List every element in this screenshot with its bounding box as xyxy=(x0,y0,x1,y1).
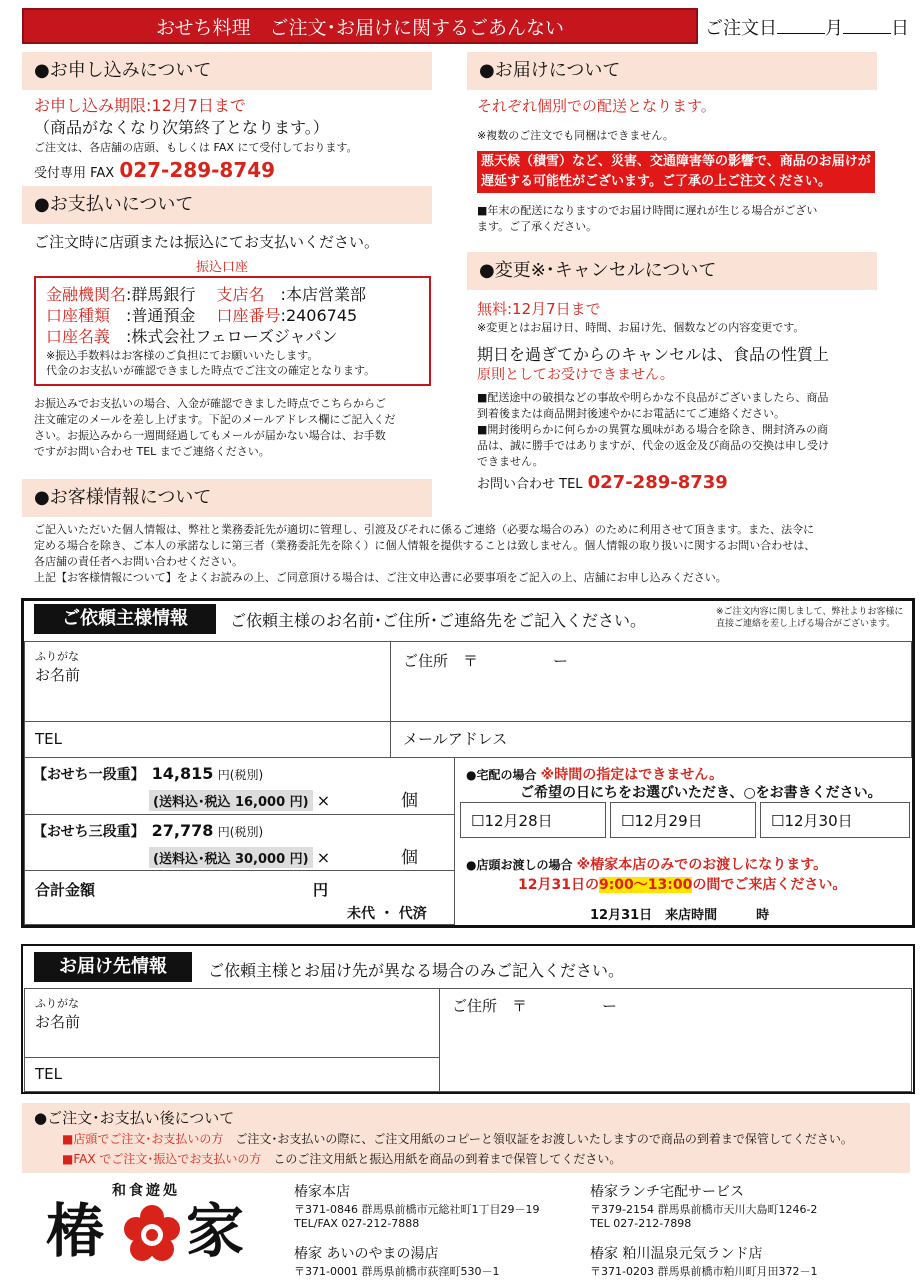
recipient-name-field[interactable]: ふりがな お名前 xyxy=(24,988,440,1058)
delivery-warning: 悪天候（積雪）など、災害、交通障害等の影響で、商品のお届けが 遅延する可能性がございます。ご了承の上ご注文ください。 xyxy=(477,151,875,193)
requester-side-note: ※ご注文内容に関しまして、弊社よりお客様に 直接ご連絡を差し上げる場合がございます。 xyxy=(716,607,904,629)
product-row[interactable]: 【おせち三段重】 27,778 円(税別) (送料込･税込 30,000 円) × 個 xyxy=(24,814,455,871)
requester-instruction: ご依頼主様のお名前･ご住所･ご連絡先をご記入ください。 xyxy=(230,611,647,630)
payment-heading: ●お支払いについて xyxy=(22,186,432,224)
recipient-tel-field[interactable]: TEL xyxy=(24,1057,440,1092)
cancel-tel: お問い合わせ TEL 027-289-8739 xyxy=(477,472,728,493)
sold-out-note: （商品がなくなり次第終了となります。） xyxy=(34,118,329,137)
camellia-icon xyxy=(122,1204,182,1264)
product-row[interactable]: 【おせち一段重】 14,815 円(税別) (送料込･税込 16,000 円) × 個 xyxy=(24,757,455,815)
change-note: ※変更とはお届け日、時間、お届け先、個数などの内容変更です。 xyxy=(477,321,805,334)
bank-account-box: 金融機関名:群馬銀行 支店名 :本店営業部 口座種類 :普通預金 口座番号:2406745 口座名義 :株式会社フェローズジャパン ※振込手数料はお客様のご負担にてお願いいたします。 代金のお支払いが確認できました時点でご注文の確定となります。 xyxy=(34,276,431,386)
recipient-title: お届け先情報 xyxy=(34,952,192,982)
recipient-address-field[interactable]: ご住所 〒 ー xyxy=(439,988,912,1092)
recipient-instruction: ご依頼主様とお届け先が異なる場合のみご記入ください。 xyxy=(208,961,625,980)
store-ainoyama: 椿家 あいのやまの湯店 〒371-0001 群馬県前橋市荻窪町530－1 xyxy=(294,1246,500,1278)
payment-text: ご注文時に店頭または振込にてお支払いください。 xyxy=(34,233,380,251)
store-honten: 椿家本店 〒371-0846 群馬県前橋市元総社町1丁目29－19 TEL/FAX 027-212-7888 xyxy=(294,1184,540,1230)
cancel-free: 無料:12月7日まで xyxy=(477,300,601,318)
application-heading: ●お申し込みについて xyxy=(22,52,432,90)
fax-line: 受付専用 FAX 027-289-8749 xyxy=(34,158,276,182)
pickup-label: ●店頭お渡しの場合 ※椿家本店のみでのお渡しになります。 xyxy=(466,857,828,873)
fax-number: 027-289-8749 xyxy=(119,158,276,182)
pickup-visit-time[interactable]: 12月31日 来店時間 時 xyxy=(590,908,770,923)
customer-heading: ●お客様情報について xyxy=(22,479,432,517)
application-note: ご注文は、各店舗の店頭、もしくは FAX にて受付しております。 xyxy=(34,141,358,154)
store-kasukawa: 椿家 粕川温泉元気ランド店 〒371-0203 群馬県前橋市粕川町月田372－1 xyxy=(590,1246,818,1278)
store-lunch-delivery: 椿家ランチ宅配サービス 〒379-2154 群馬県前橋市天川大島町1246-2 TEL 027-212-7898 xyxy=(590,1184,818,1230)
date-option-30[interactable]: ☐12月30日 xyxy=(760,802,910,838)
delivery-note1: ※複数のご注文でも同梱はできません。 xyxy=(477,129,674,142)
delivery-lead: それぞれ個別での配送となります。 xyxy=(477,97,716,115)
page-title: おせち料理 ご注文･お届けに関するごあんない xyxy=(22,8,698,44)
account-title: 振込口座 xyxy=(196,260,249,275)
cancel-after1: 期日を過ぎてからのキャンセルは、食品の性質上 xyxy=(477,345,830,364)
requester-name-field[interactable]: ふりがな お名前 xyxy=(24,641,391,722)
requester-title: ご依頼主様情報 xyxy=(34,604,216,634)
customer-text: ご記入いただいた個人情報は、弊社と業務委託先が適切に管理し、引渡及びそれに係るご連絡（必要な場合のみ）のために利用させて頂きます。また、法令に 定める場合を除き、ご本人の承諾なしに第三者（業務委託先を除く）に個人情報を提供することは致しません。個人情報の取り扱いに関するお問い合わせは、 各店舗の責任者へお問い合わせください。 上記【お客様情報について】をよくお読みの上、ご同意頂ける場合は、ご注文申込書に必要事項をご記入の上、店舗にお申し込みください。 xyxy=(34,523,816,584)
requester-address-field[interactable]: ご住所 〒 ー xyxy=(390,641,912,722)
cancel-heading: ●変更※･キャンセルについて xyxy=(467,252,877,290)
after-order-section: ●ご注文･お支払い後について ■店頭でご注文･お支払いの方 ご注文･お支払いの際に、ご注文用紙のコピーと領収証をお渡しいたしますので商品の到着まで保管してください。 ■FAX でご注文･振込でお支払いの方 このご注文用紙と振込用紙を商品の到着まで保管してください。 xyxy=(22,1103,910,1173)
delivery-note2: ■年末の配送になりますのでお届け時間に遅れが生じる場合がござい ます。ご了承ください。 xyxy=(477,204,818,233)
home-delivery-instruction: ご希望の日にちをお選びいただき、○をお書きください。 xyxy=(520,785,882,801)
cancel-after2: 原則としてお受けできません。 xyxy=(477,367,674,383)
date-option-29[interactable]: ☐12月29日 xyxy=(610,802,756,838)
application-deadline: お申し込み期限:12月7日まで xyxy=(34,96,246,115)
transfer-note: お振込みでお支払いの場合、入金が確認できました時点でこちらからご 注文確定のメールを差し上げます。下記のメールアドレス欄にご記入くだ さい。お振込みから一週間経過してもメールが届かない場合は、お手数 ですがお問い合わせ TEL までご連絡ください。 xyxy=(34,397,396,458)
total-amount-field[interactable]: 合計金額 円 未代 ・ 代済 xyxy=(24,870,455,925)
pickup-time: 12月31日の9:00～13:00の間でご来店ください。 xyxy=(518,877,847,893)
logo: 和食遊処 椿 家 xyxy=(46,1183,245,1265)
date-option-28[interactable]: ☐12月28日 xyxy=(460,802,606,838)
requester-tel-field[interactable]: TEL xyxy=(24,721,391,758)
delivery-heading: ●お届けについて xyxy=(467,52,877,90)
requester-email-field[interactable]: メールアドレス xyxy=(390,721,912,758)
defect-note: ■配送途中の破損などの事故や明らかな不良品がございましたら、商品 到着後または商品開封後速やかにお電話にてご連絡ください。 ■開封後明らかに何らかの異質な風味がある場合を除き、開封済みの商 品は、誠に勝手ではありますが、代金の返金及び商品の交換は申し受け できません。 xyxy=(477,391,829,468)
home-delivery-label: ●宅配の場合 ※時間の指定はできません。 xyxy=(466,767,724,783)
order-date: ご注文日 月 日 xyxy=(705,18,909,39)
